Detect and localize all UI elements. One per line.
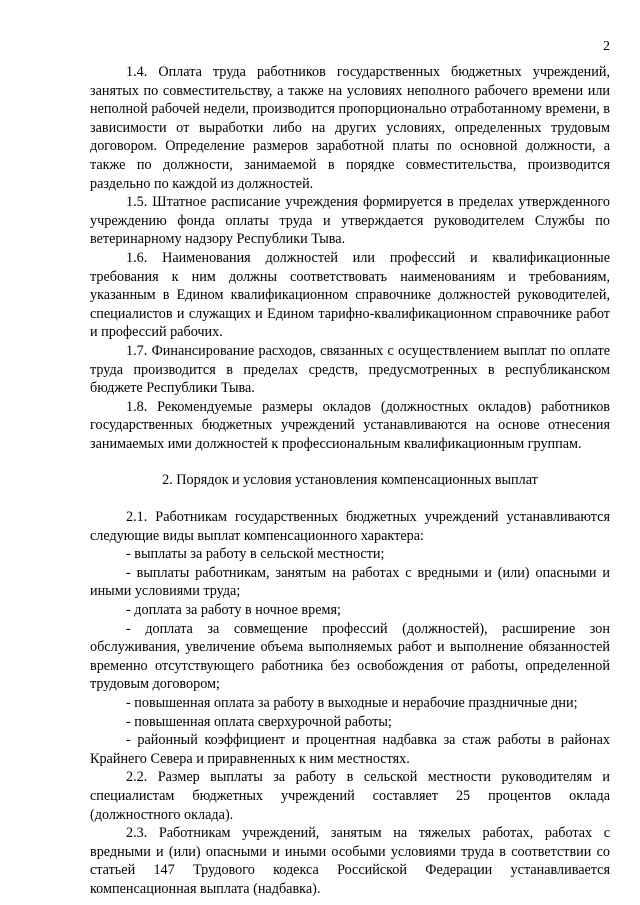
paragraph-2-2: 2.2. Размер выплаты за работу в сельской местности руководителям и специалистам бюджетных учреждений составляет 25 процентов оклада (должностного оклада). — [90, 769, 610, 823]
paragraph-2-3: 2.3. Работникам учреждений, занятым на тяжелых работах, работах с вредными и (или) опасными и иными особыми условиями труда в соответствии со статьей 147 Трудового кодекса Российской Федерации устанавливается компенсационная выплата (надбавка). — [90, 825, 610, 897]
paragraph-1-4: 1.4. Оплата труда работников государственных бюджетных учреждений, занятых по совместительству, а также на условиях неполного рабочего времени или неполной рабочей недели, производится пропорционально отработанному времени, в зависимости от выработки либо на других условиях, определенных трудовым договором. Определение размеров заработной платы по основной должности, а также по должности, занимаемой в порядке совместительства, производится раздельно по каждой из должностей. — [90, 64, 610, 192]
paragraph-1-8: 1.8. Рекомендуемые размеры окладов (должностных окладов) работников государственных бюджетных учреждений устанавливаются на основе отнесения занимаемых ими должностей к профессиональным квалификационным группам. — [90, 398, 610, 452]
page-number: 2 — [603, 39, 610, 54]
paragraph-1-6: 1.6. Наименования должностей или профессий и квалификационные требования к ним должны соответствовать наименованиям и требованиям, указанным в Едином квалификационном справочнике должностей руководителей, специалистов и служащих и Едином тарифно-квалификационном справочнике работ и профессий рабочих. — [90, 249, 610, 341]
list-item: - районный коэффициент и процентная надбавка за стаж работы в районах Крайнего Севера и приравненных к ним местностях. — [90, 732, 610, 767]
section-heading: 2. Порядок и условия установления компенсационных выплат — [162, 472, 538, 489]
list-item: - доплата за работу в ночное время; — [126, 602, 341, 619]
paragraph-2-1: 2.1. Работникам государственных бюджетных учреждений устанавливаются следующие виды выплат компенсационного характера: — [90, 509, 610, 544]
paragraph-1-7: 1.7. Финансирование расходов, связанных с осуществлением выплат по оплате труда производится в пределах средств, предусмотренных в республиканском бюджете Республики Тыва. — [90, 342, 610, 397]
paragraph-1-5: 1.5. Штатное расписание учреждения формируется в пределах утвержденного учреждению фонда оплаты труда и утверждается руководителем Службы по ветеринарному надзору Республики Тыва. — [90, 194, 610, 248]
document-body — [90, 63, 610, 899]
list-item: - выплаты работникам, занятым на работах с вредными и (или) опасными и иными условиями труда; — [90, 564, 610, 600]
list-item: - повышенная оплата сверхурочной работы; — [126, 713, 392, 730]
list-item: - повышенная оплата за работу в выходные и нерабочие праздничные дни; — [126, 695, 578, 711]
list-item: - выплаты за работу в сельской местности; — [126, 546, 385, 563]
list-item: - доплата за совмещение профессий (должностей), расширение зон обслуживания, увеличение объема выполняемых работ и выполнение обязанностей временно отсутствующего работника без освобождения от работы, определенной трудовым договором; — [90, 620, 610, 693]
